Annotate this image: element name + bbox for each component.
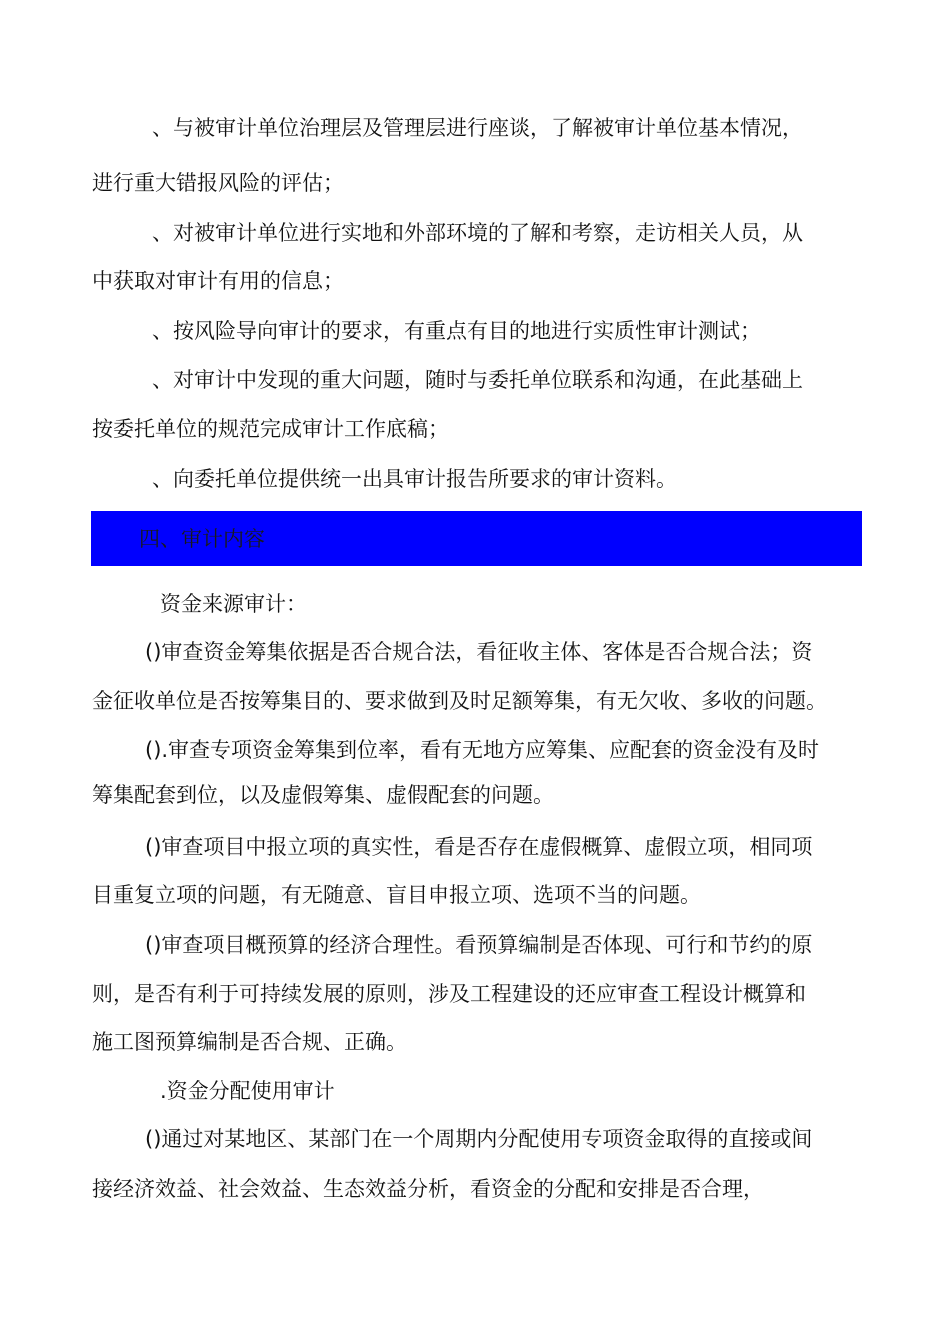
section-heading-bar: [91, 511, 862, 566]
paragraph-line: 接经济效益、社会效益、生态效益分析，看资金的分配和安排是否合理，: [92, 1177, 764, 1201]
paragraph-line: 、与被审计单位治理层及管理层进行座谈，了解被审计单位基本情况，: [152, 116, 803, 140]
paragraph-line: 金征收单位是否按筹集目的、要求做到及时足额筹集，有无欠收、多收的问题。: [92, 689, 827, 713]
paragraph-line: 按委托单位的规范完成审计工作底稿；: [92, 417, 449, 441]
paragraph-line: 目重复立项的问题，有无随意、盲目申报立项、选项不当的问题。: [92, 883, 701, 907]
section-heading: 四、审计内容: [139, 527, 265, 551]
paragraph-line: 、按风险导向审计的要求，有重点有目的地进行实质性审计测试；: [152, 319, 761, 343]
paragraph-line: 、对被审计单位进行实地和外部环境的了解和考察，走访相关人员，从: [152, 221, 803, 245]
paragraph-line: 筹集配套到位，以及虚假筹集、虚假配套的问题。: [92, 783, 554, 807]
paragraph-line: ()审查项目中报立项的真实性，看是否存在虚假概算、虚假立项，相同项: [145, 835, 813, 859]
paragraph-line: 则，是否有利于可持续发展的原则，涉及工程建设的还应审查工程设计概算和: [92, 982, 806, 1006]
paragraph-line: ()审查资金筹集依据是否合规合法，看征收主体、客体是否合规合法；资: [145, 640, 813, 664]
paragraph-line: ()审查项目概预算的经济合理性。看预算编制是否体现、可行和节约的原: [145, 933, 813, 957]
paragraph-line: 施工图预算编制是否合规、正确。: [92, 1030, 407, 1054]
paragraph-line: 、对审计中发现的重大问题，随时与委托单位联系和沟通，在此基础上: [152, 368, 803, 392]
paragraph-line: 中获取对审计有用的信息；: [92, 269, 344, 293]
paragraph-line: ()通过对某地区、某部门在一个周期内分配使用专项资金取得的直接或间: [145, 1127, 813, 1151]
paragraph-line: 、向委托单位提供统一出具审计报告所要求的审计资料。: [152, 467, 677, 491]
paragraph-line: .资金分配使用审计: [160, 1079, 335, 1103]
paragraph-line: 进行重大错报风险的评估；: [92, 171, 344, 195]
paragraph-line: 资金来源审计：: [160, 592, 307, 616]
paragraph-line: ().审查专项资金筹集到位率，看有无地方应筹集、应配套的资金没有及时: [145, 738, 820, 762]
